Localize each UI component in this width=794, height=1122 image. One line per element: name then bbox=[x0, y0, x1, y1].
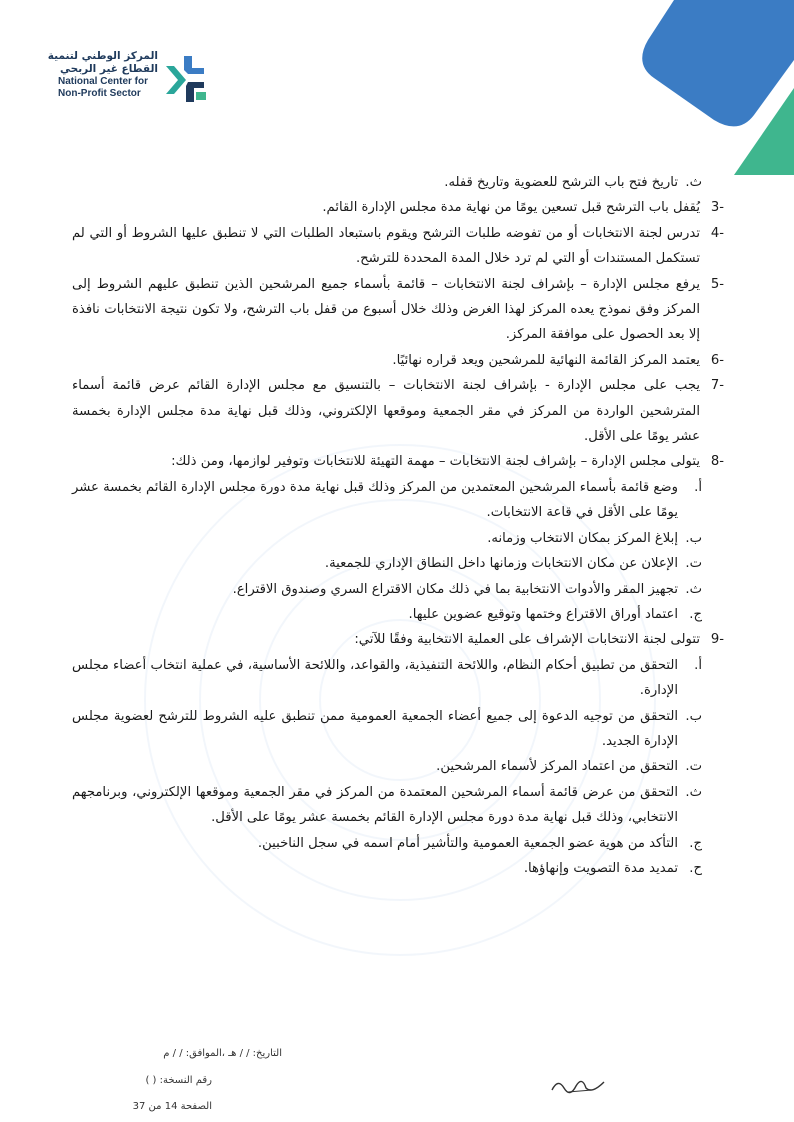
sub-item-text: إبلاغ المركز بمكان الانتخاب وزمانه. bbox=[487, 530, 678, 546]
sub-item-number: ث. bbox=[685, 581, 702, 597]
sub-item-number: ح. bbox=[689, 860, 702, 876]
list-item-4 bbox=[72, 221, 724, 272]
list-item-number: -6 bbox=[710, 352, 724, 368]
sub-item-number: ت. bbox=[685, 759, 702, 775]
list-item-number: -3 bbox=[710, 200, 724, 216]
sub-item-9-j bbox=[72, 831, 724, 856]
sub-item-text: اعتماد أوراق الاقتراع وختمها وتوقيع عضوين عليها. bbox=[408, 606, 678, 622]
sub-item-number: أ. bbox=[694, 657, 702, 673]
sub-item-text: التأكد من هوية عضو الجمعية العمومية والتأشير أمام اسمه في سجل الناخبين. bbox=[257, 835, 678, 851]
list-item-6 bbox=[72, 348, 724, 373]
list-item-text: تتولى لجنة الانتخابات الإشراف على العملية الانتخابية وفقًا للآتي: bbox=[354, 632, 700, 648]
corner-blue-shape bbox=[642, 0, 794, 126]
sub-item-text: التحقق من تطبيق أحكام النظام، واللائحة التنفيذية، والقواعد، واللائحة الأساسية، في عملية انتخاب أعضاء مجلس الإدارة. bbox=[72, 657, 678, 699]
sub-item-number: ب. bbox=[685, 708, 702, 724]
sub-item-8-j bbox=[72, 602, 724, 627]
footer-page-number: الصفحة 14 من 37 bbox=[132, 1101, 212, 1112]
sub-item-9-a bbox=[72, 653, 724, 704]
ncnp-arrows-logo-icon bbox=[162, 52, 210, 112]
sub-item-text: تجهيز المقر والأدوات الانتخابية بما في ذلك مكان الاقتراع السري وصندوق الاقتراع. bbox=[232, 581, 678, 597]
list-item-number: -9 bbox=[710, 632, 724, 648]
sub-item-number: ج. bbox=[689, 835, 702, 851]
corner-decoration bbox=[564, 0, 794, 175]
list-item-5 bbox=[72, 272, 724, 348]
handwritten-signature bbox=[548, 1070, 608, 1098]
list-item-text: يرفع مجلس الإدارة – بإشراف لجنة الانتخابات – قائمة بأسماء جميع المرشحين الذين تنطبق عليهم الشروط إلى المركز وفق نموذج يعده المركز لهذا الغرض وذلك خلال أسبوع من قفل باب الترشح، ولا تكون نتيجة الانتخابات نافذة إلا بعد الحصول على موافقة المركز. bbox=[72, 276, 700, 343]
list-item-text: يعتمد المركز القائمة النهائية للمرشحين ويعد قراره نهائيًا. bbox=[392, 352, 700, 368]
sub-item-8-a bbox=[72, 475, 724, 526]
list-item-8 bbox=[72, 449, 724, 474]
logo-text bbox=[47, 50, 158, 100]
list-item-number: ث. bbox=[685, 175, 702, 190]
list-item-number: -4 bbox=[710, 225, 724, 241]
sub-item-text: التحقق من اعتماد المركز لأسماء المرشحين. bbox=[436, 759, 678, 775]
sub-item-number: ب. bbox=[685, 530, 702, 546]
sub-item-8-th bbox=[72, 577, 724, 602]
sub-item-9-t bbox=[72, 754, 724, 779]
list-item-text: يتولى مجلس الإدارة – بإشراف لجنة الانتخابات – مهمة التهيئة للانتخابات وتوفير لوازمها، ومن ذلك: bbox=[171, 454, 700, 470]
list-item-9 bbox=[72, 627, 724, 652]
sub-item-text: التحقق من عرض قائمة أسماء المرشحين المعتمدة من المركز في مقر الجمعية وموقعها الإلكتروني، وبرنامجهم الانتخابي، وذلك قبل نهاية مدة دورة مجلس الإدارة القائم بخمسة عشر يومًا على الأقل. bbox=[72, 784, 678, 826]
sub-item-text: وضع قائمة بأسماء المرشحين المعتمدين من المركز وذلك قبل نهاية مدة دورة مجلس الإدارة القائم بخمسة عشر يومًا على الأقل في قاعة الانتخابات. bbox=[72, 479, 678, 521]
list-item-7 bbox=[72, 373, 724, 449]
sub-item-number: ث. bbox=[685, 784, 702, 800]
footer-date-line: التاريخ: / / هـ ،الموافق: / / م bbox=[163, 1048, 282, 1059]
list-item-text: يجب على مجلس الإدارة - بإشراف لجنة الانتخابات – بالتنسيق مع مجلس الإدارة القائم عرض قائمة أسماء المترشحين الواردة من المركز في مقر الجمعية وموقعها الإلكتروني، وذلك قبل نهاية مدة مجلس الإدارة بخمسة عشر يومًا على الأقل. bbox=[72, 378, 700, 445]
sub-item-9-th bbox=[72, 780, 724, 831]
logo-english-line-1: National Center for bbox=[58, 76, 149, 87]
logo-arabic-line-2: القطاع غير الربحي bbox=[60, 63, 158, 75]
sub-item-9-b bbox=[72, 704, 724, 755]
sub-item-9-h bbox=[72, 856, 724, 881]
sub-item-text: تمديد مدة التصويت وإنهاؤها. bbox=[523, 860, 678, 876]
logo-english-line-2: Non-Profit Sector bbox=[58, 88, 141, 99]
list-item-text: تاريخ فتح باب الترشح للعضوية وتاريخ قفله. bbox=[444, 175, 678, 190]
sub-item-text: التحقق من توجيه الدعوة إلى جميع أعضاء الجمعية العمومية ممن تنطبق عليه الشروط للترشح لعضوية مجلس الإدارة الجديد. bbox=[72, 708, 678, 749]
sub-item-number: ت. bbox=[685, 556, 702, 572]
footer-copy-number: رقم النسخة: ( ) bbox=[145, 1075, 212, 1086]
list-item-text: يُقفل باب الترشح قبل تسعين يومًا من نهاية مدة مجلس الإدارة القائم. bbox=[322, 200, 700, 216]
sub-item-8-t bbox=[72, 551, 724, 576]
sub-item-8-b bbox=[72, 526, 724, 551]
document-body bbox=[72, 170, 724, 881]
organization-logo bbox=[47, 50, 218, 120]
list-item-number: -5 bbox=[710, 276, 724, 292]
logo-arabic-line-1: المركز الوطني لتنمية bbox=[47, 50, 158, 62]
sub-item-number: أ. bbox=[694, 479, 702, 495]
sub-item-text: الإعلان عن مكان الانتخابات وزمانها داخل النطاق الإداري للجمعية. bbox=[324, 556, 678, 572]
list-item-number: -8 bbox=[710, 454, 724, 470]
sub-item-number: ج. bbox=[689, 606, 702, 622]
list-item-3 bbox=[72, 195, 724, 220]
list-item-text: تدرس لجنة الانتخابات أو من تفوضه طلبات الترشح ويقوم باستبعاد الطلبات التي لا تنطبق عليها الشروط أو التي لم تستكمل المستندات أو التي لم ترد خلال المدة المحددة للترشح. bbox=[72, 225, 700, 267]
list-item-number: -7 bbox=[710, 378, 724, 394]
list-item-tha-dates bbox=[72, 170, 724, 195]
